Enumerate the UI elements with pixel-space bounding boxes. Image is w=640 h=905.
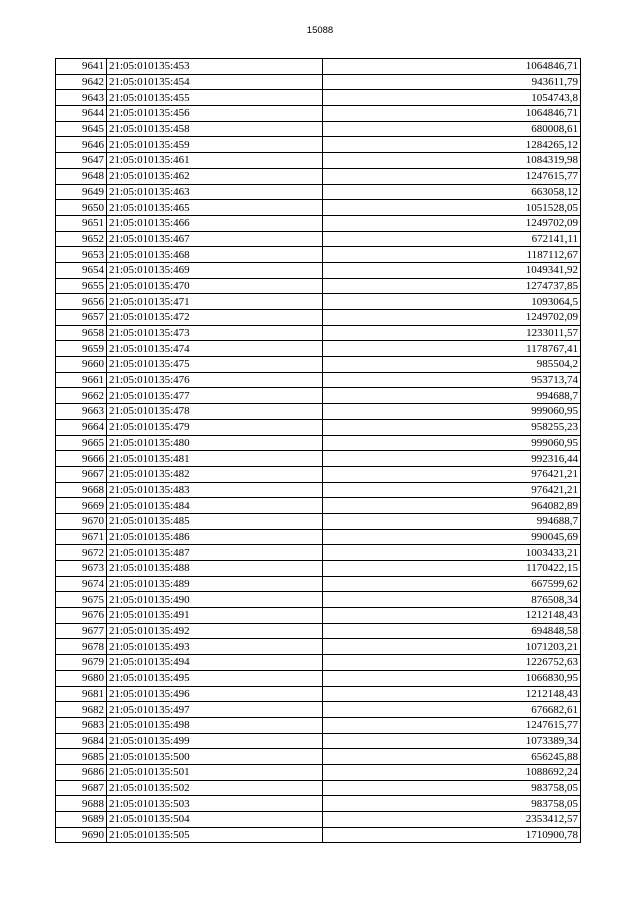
table-row bbox=[56, 278, 581, 294]
row-number-cell: 9670 bbox=[56, 513, 107, 529]
table-row bbox=[56, 561, 581, 577]
cadastral-number-cell: 21:05:010135:505 bbox=[107, 827, 323, 843]
row-number-cell: 9656 bbox=[56, 294, 107, 310]
cadastral-number-cell: 21:05:010135:494 bbox=[107, 655, 323, 671]
cadastral-number-cell: 21:05:010135:493 bbox=[107, 639, 323, 655]
row-number-cell: 9665 bbox=[56, 435, 107, 451]
cadastral-number-cell: 21:05:010135:488 bbox=[107, 561, 323, 577]
table-row bbox=[56, 372, 581, 388]
table-row bbox=[56, 262, 581, 278]
table-row bbox=[56, 59, 581, 75]
cadastral-number-cell: 21:05:010135:461 bbox=[107, 153, 323, 169]
row-number-cell: 9641 bbox=[56, 59, 107, 75]
cadastral-value-cell: 663058,12 bbox=[323, 184, 581, 200]
cadastral-number-cell: 21:05:010135:456 bbox=[107, 106, 323, 122]
row-number-cell: 9667 bbox=[56, 466, 107, 482]
row-number-cell: 9651 bbox=[56, 215, 107, 231]
table-row bbox=[56, 529, 581, 545]
cadastral-number-cell: 21:05:010135:476 bbox=[107, 372, 323, 388]
page-number: 15088 bbox=[306, 25, 334, 36]
cadastral-number-cell: 21:05:010135:466 bbox=[107, 215, 323, 231]
row-number-cell: 9663 bbox=[56, 404, 107, 420]
cadastral-number-cell: 21:05:010135:459 bbox=[107, 137, 323, 153]
cadastral-number-cell: 21:05:010135:454 bbox=[107, 74, 323, 90]
cadastral-value-cell: 1093064,5 bbox=[323, 294, 581, 310]
cadastral-number-cell: 21:05:010135:478 bbox=[107, 404, 323, 420]
cadastral-value-cell: 994688,7 bbox=[323, 513, 581, 529]
cadastral-value-cell: 1284265,12 bbox=[323, 137, 581, 153]
table-row bbox=[56, 184, 581, 200]
cadastral-number-cell: 21:05:010135:475 bbox=[107, 357, 323, 373]
cadastral-value-cell: 1247615,77 bbox=[323, 168, 581, 184]
table-row bbox=[56, 451, 581, 467]
cadastral-number-cell: 21:05:010135:504 bbox=[107, 812, 323, 828]
table-row bbox=[56, 717, 581, 733]
cadastral-number-cell: 21:05:010135:474 bbox=[107, 341, 323, 357]
cadastral-value-cell: 676682,61 bbox=[323, 702, 581, 718]
table-row bbox=[56, 686, 581, 702]
row-number-cell: 9660 bbox=[56, 357, 107, 373]
cadastral-value-cell: 1710900,78 bbox=[323, 827, 581, 843]
cadastral-number-cell: 21:05:010135:487 bbox=[107, 545, 323, 561]
table-row bbox=[56, 247, 581, 263]
cadastral-value-cell: 667599,62 bbox=[323, 576, 581, 592]
table-row bbox=[56, 310, 581, 326]
row-number-cell: 9687 bbox=[56, 780, 107, 796]
row-number-cell: 9683 bbox=[56, 717, 107, 733]
cadastral-value-cell: 1274737,85 bbox=[323, 278, 581, 294]
table-row bbox=[56, 545, 581, 561]
row-number-cell: 9672 bbox=[56, 545, 107, 561]
cadastral-number-cell: 21:05:010135:458 bbox=[107, 121, 323, 137]
table-row bbox=[56, 388, 581, 404]
cadastral-value-cell: 876508,34 bbox=[323, 592, 581, 608]
cadastral-number-cell: 21:05:010135:472 bbox=[107, 310, 323, 326]
row-number-cell: 9658 bbox=[56, 325, 107, 341]
cadastral-number-cell: 21:05:010135:500 bbox=[107, 749, 323, 765]
cadastral-number-cell: 21:05:010135:471 bbox=[107, 294, 323, 310]
cadastral-value-cell: 1212148,43 bbox=[323, 608, 581, 624]
row-number-cell: 9657 bbox=[56, 310, 107, 326]
row-number-cell: 9673 bbox=[56, 561, 107, 577]
row-number-cell: 9669 bbox=[56, 498, 107, 514]
row-number-cell: 9684 bbox=[56, 733, 107, 749]
table-row bbox=[56, 592, 581, 608]
row-number-cell: 9661 bbox=[56, 372, 107, 388]
row-number-cell: 9646 bbox=[56, 137, 107, 153]
table-row bbox=[56, 121, 581, 137]
table-row bbox=[56, 74, 581, 90]
table-row bbox=[56, 780, 581, 796]
table-row bbox=[56, 404, 581, 420]
cadastral-number-cell: 21:05:010135:485 bbox=[107, 513, 323, 529]
table-row bbox=[56, 796, 581, 812]
table-row bbox=[56, 341, 581, 357]
cadastral-number-cell: 21:05:010135:498 bbox=[107, 717, 323, 733]
table-row bbox=[56, 482, 581, 498]
cadastral-number-cell: 21:05:010135:479 bbox=[107, 419, 323, 435]
cadastral-number-cell: 21:05:010135:502 bbox=[107, 780, 323, 796]
table-row bbox=[56, 498, 581, 514]
row-number-cell: 9643 bbox=[56, 90, 107, 106]
row-number-cell: 9648 bbox=[56, 168, 107, 184]
table-row bbox=[56, 325, 581, 341]
row-number-cell: 9677 bbox=[56, 623, 107, 639]
cadastral-value-table bbox=[55, 58, 581, 843]
cadastral-value-cell: 680008,61 bbox=[323, 121, 581, 137]
row-number-cell: 9645 bbox=[56, 121, 107, 137]
row-number-cell: 9671 bbox=[56, 529, 107, 545]
row-number-cell: 9679 bbox=[56, 655, 107, 671]
cadastral-number-cell: 21:05:010135:501 bbox=[107, 764, 323, 780]
row-number-cell: 9685 bbox=[56, 749, 107, 765]
row-number-cell: 9654 bbox=[56, 262, 107, 278]
cadastral-number-cell: 21:05:010135:497 bbox=[107, 702, 323, 718]
table-row bbox=[56, 702, 581, 718]
table-row bbox=[56, 90, 581, 106]
table-row bbox=[56, 670, 581, 686]
row-number-cell: 9688 bbox=[56, 796, 107, 812]
cadastral-number-cell: 21:05:010135:455 bbox=[107, 90, 323, 106]
table-row bbox=[56, 200, 581, 216]
row-number-cell: 9678 bbox=[56, 639, 107, 655]
cadastral-value-cell: 656245,88 bbox=[323, 749, 581, 765]
table-row bbox=[56, 231, 581, 247]
cadastral-number-cell: 21:05:010135:482 bbox=[107, 466, 323, 482]
cadastral-value-cell: 976421,21 bbox=[323, 482, 581, 498]
cadastral-value-cell: 1226752,63 bbox=[323, 655, 581, 671]
row-number-cell: 9690 bbox=[56, 827, 107, 843]
row-number-cell: 9686 bbox=[56, 764, 107, 780]
cadastral-value-cell: 1064846,71 bbox=[323, 59, 581, 75]
row-number-cell: 9664 bbox=[56, 419, 107, 435]
cadastral-number-cell: 21:05:010135:490 bbox=[107, 592, 323, 608]
cadastral-value-cell: 1178767,41 bbox=[323, 341, 581, 357]
cadastral-number-cell: 21:05:010135:484 bbox=[107, 498, 323, 514]
cadastral-number-cell: 21:05:010135:470 bbox=[107, 278, 323, 294]
cadastral-value-cell: 1233011,57 bbox=[323, 325, 581, 341]
cadastral-value-cell: 672141,11 bbox=[323, 231, 581, 247]
table-row bbox=[56, 576, 581, 592]
cadastral-value-cell: 1073389,34 bbox=[323, 733, 581, 749]
cadastral-value-cell: 1088692,24 bbox=[323, 764, 581, 780]
table-row bbox=[56, 419, 581, 435]
table-row bbox=[56, 435, 581, 451]
table-row bbox=[56, 733, 581, 749]
cadastral-value-cell: 1049341,92 bbox=[323, 262, 581, 278]
cadastral-value-cell: 1066830,95 bbox=[323, 670, 581, 686]
row-number-cell: 9655 bbox=[56, 278, 107, 294]
table-row bbox=[56, 466, 581, 482]
cadastral-value-cell: 992316,44 bbox=[323, 451, 581, 467]
cadastral-value-cell: 1212148,43 bbox=[323, 686, 581, 702]
cadastral-value-cell: 953713,74 bbox=[323, 372, 581, 388]
row-number-cell: 9642 bbox=[56, 74, 107, 90]
cadastral-value-cell: 1249702,09 bbox=[323, 215, 581, 231]
cadastral-number-cell: 21:05:010135:489 bbox=[107, 576, 323, 592]
table-row bbox=[56, 827, 581, 843]
row-number-cell: 9652 bbox=[56, 231, 107, 247]
cadastral-number-cell: 21:05:010135:480 bbox=[107, 435, 323, 451]
table-row bbox=[56, 639, 581, 655]
row-number-cell: 9676 bbox=[56, 608, 107, 624]
row-number-cell: 9653 bbox=[56, 247, 107, 263]
row-number-cell: 9644 bbox=[56, 106, 107, 122]
cadastral-value-cell: 943611,79 bbox=[323, 74, 581, 90]
cadastral-value-cell: 983758,05 bbox=[323, 796, 581, 812]
cadastral-value-cell: 1170422,15 bbox=[323, 561, 581, 577]
cadastral-number-cell: 21:05:010135:462 bbox=[107, 168, 323, 184]
table-body bbox=[56, 59, 581, 843]
cadastral-value-cell: 976421,21 bbox=[323, 466, 581, 482]
cadastral-number-cell: 21:05:010135:491 bbox=[107, 608, 323, 624]
cadastral-number-cell: 21:05:010135:483 bbox=[107, 482, 323, 498]
row-number-cell: 9675 bbox=[56, 592, 107, 608]
cadastral-value-cell: 985504,2 bbox=[323, 357, 581, 373]
cadastral-number-cell: 21:05:010135:503 bbox=[107, 796, 323, 812]
cadastral-value-cell: 1051528,05 bbox=[323, 200, 581, 216]
row-number-cell: 9689 bbox=[56, 812, 107, 828]
table-row bbox=[56, 215, 581, 231]
cadastral-number-cell: 21:05:010135:469 bbox=[107, 262, 323, 278]
cadastral-value-cell: 983758,05 bbox=[323, 780, 581, 796]
cadastral-number-cell: 21:05:010135:477 bbox=[107, 388, 323, 404]
table-row bbox=[56, 655, 581, 671]
cadastral-value-cell: 1084319,98 bbox=[323, 153, 581, 169]
cadastral-number-cell: 21:05:010135:499 bbox=[107, 733, 323, 749]
row-number-cell: 9674 bbox=[56, 576, 107, 592]
cadastral-value-cell: 1247615,77 bbox=[323, 717, 581, 733]
cadastral-value-cell: 958255,23 bbox=[323, 419, 581, 435]
cadastral-number-cell: 21:05:010135:463 bbox=[107, 184, 323, 200]
table-row bbox=[56, 608, 581, 624]
cadastral-value-cell: 999060,95 bbox=[323, 435, 581, 451]
table-row bbox=[56, 168, 581, 184]
row-number-cell: 9666 bbox=[56, 451, 107, 467]
row-number-cell: 9647 bbox=[56, 153, 107, 169]
row-number-cell: 9668 bbox=[56, 482, 107, 498]
row-number-cell: 9649 bbox=[56, 184, 107, 200]
cadastral-value-cell: 994688,7 bbox=[323, 388, 581, 404]
cadastral-value-cell: 1054743,8 bbox=[323, 90, 581, 106]
cadastral-value-cell: 990045,69 bbox=[323, 529, 581, 545]
cadastral-number-cell: 21:05:010135:473 bbox=[107, 325, 323, 341]
table-row bbox=[56, 623, 581, 639]
cadastral-value-cell: 964082,89 bbox=[323, 498, 581, 514]
cadastral-value-cell: 2353412,57 bbox=[323, 812, 581, 828]
table-row bbox=[56, 153, 581, 169]
table-row bbox=[56, 513, 581, 529]
row-number-cell: 9659 bbox=[56, 341, 107, 357]
cadastral-value-cell: 1249702,09 bbox=[323, 310, 581, 326]
row-number-cell: 9681 bbox=[56, 686, 107, 702]
table-row bbox=[56, 812, 581, 828]
cadastral-number-cell: 21:05:010135:496 bbox=[107, 686, 323, 702]
cadastral-value-cell: 1064846,71 bbox=[323, 106, 581, 122]
table-row bbox=[56, 294, 581, 310]
table-row bbox=[56, 357, 581, 373]
row-number-cell: 9650 bbox=[56, 200, 107, 216]
row-number-cell: 9680 bbox=[56, 670, 107, 686]
row-number-cell: 9682 bbox=[56, 702, 107, 718]
table-row bbox=[56, 106, 581, 122]
cadastral-number-cell: 21:05:010135:492 bbox=[107, 623, 323, 639]
row-number-cell: 9662 bbox=[56, 388, 107, 404]
cadastral-number-cell: 21:05:010135:481 bbox=[107, 451, 323, 467]
cadastral-number-cell: 21:05:010135:465 bbox=[107, 200, 323, 216]
cadastral-value-cell: 1187112,67 bbox=[323, 247, 581, 263]
table-row bbox=[56, 749, 581, 765]
cadastral-number-cell: 21:05:010135:467 bbox=[107, 231, 323, 247]
cadastral-number-cell: 21:05:010135:468 bbox=[107, 247, 323, 263]
cadastral-value-cell: 999060,95 bbox=[323, 404, 581, 420]
table-row bbox=[56, 764, 581, 780]
cadastral-value-cell: 1071203,21 bbox=[323, 639, 581, 655]
cadastral-number-cell: 21:05:010135:453 bbox=[107, 59, 323, 75]
table-row bbox=[56, 137, 581, 153]
cadastral-number-cell: 21:05:010135:495 bbox=[107, 670, 323, 686]
cadastral-value-cell: 1003433,21 bbox=[323, 545, 581, 561]
cadastral-value-cell: 694848,58 bbox=[323, 623, 581, 639]
cadastral-number-cell: 21:05:010135:486 bbox=[107, 529, 323, 545]
